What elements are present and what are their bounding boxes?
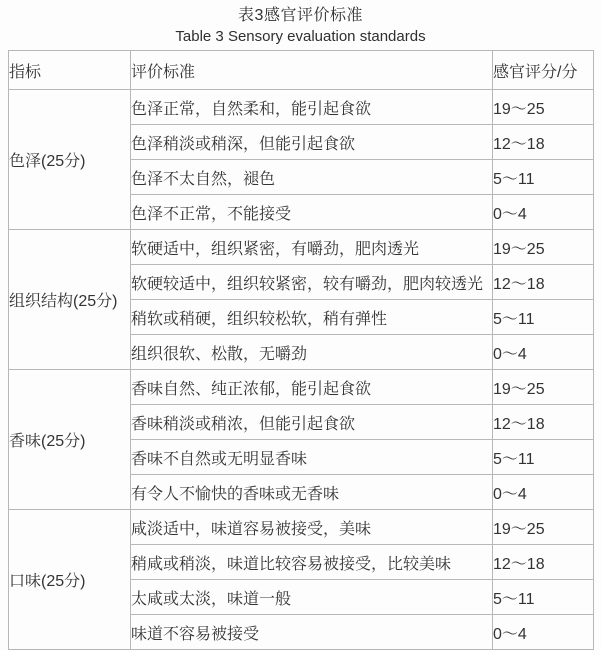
score-cell: 5～11 [493,440,594,475]
table-row [9,90,594,125]
table-body [9,90,594,650]
score-cell: 12～18 [493,265,594,300]
score-cell: 12～18 [493,125,594,160]
header-indicator: 指标 [9,51,131,90]
indicator-cell: 口味(25分) [9,510,131,650]
score-cell: 19～25 [493,510,594,545]
criteria-cell: 有令人不愉快的香味或无香味 [131,475,493,510]
score-cell: 19～25 [493,370,594,405]
score-cell: 0～4 [493,475,594,510]
table-row [9,510,594,545]
criteria-cell: 味道不容易被接受 [131,615,493,650]
score-cell: 19～25 [493,230,594,265]
score-cell: 5～11 [493,160,594,195]
score-cell: 0～4 [493,195,594,230]
score-cell: 0～4 [493,335,594,370]
criteria-cell: 稍软或稍硬，组织较松软，稍有弹性 [131,300,493,335]
criteria-cell: 软硬适中，组织紧密，有嚼劲，肥肉透光 [131,230,493,265]
score-cell: 12～18 [493,545,594,580]
header-criteria: 评价标准 [131,51,493,90]
score-cell: 5～11 [493,580,594,615]
table-caption-english: Table 3 Sensory evaluation standards [175,28,426,45]
sensory-evaluation-table [8,50,594,650]
indicator-cell: 香味(25分) [9,370,131,510]
criteria-cell: 香味稍淡或稍浓，但能引起食欲 [131,405,493,440]
criteria-cell: 稍咸或稍淡，味道比较容易被接受，比较美味 [131,545,493,580]
indicator-cell: 色泽(25分) [9,90,131,230]
score-cell: 5～11 [493,300,594,335]
criteria-cell: 色泽稍淡或稍深，但能引起食欲 [131,125,493,160]
criteria-cell: 色泽不正常，不能接受 [131,195,493,230]
score-cell: 12～18 [493,405,594,440]
criteria-cell: 色泽正常，自然柔和，能引起食欲 [131,90,493,125]
score-cell: 19～25 [493,90,594,125]
criteria-cell: 软硬较适中，组织较紧密，较有嚼劲，肥肉较透光 [131,265,493,300]
criteria-cell: 香味不自然或无明显香味 [131,440,493,475]
table-header-row [9,51,594,90]
header-score: 感官评分/分 [493,51,594,90]
table-caption-chinese: 表3感官评价标准 [238,7,363,24]
criteria-cell: 香味自然、纯正浓郁，能引起食欲 [131,370,493,405]
indicator-cell: 组织结构(25分) [9,230,131,370]
table-row [9,370,594,405]
table-row [9,230,594,265]
criteria-cell: 色泽不太自然，褪色 [131,160,493,195]
criteria-cell: 组织很软、松散，无嚼劲 [131,335,493,370]
score-cell: 0～4 [493,615,594,650]
criteria-cell: 咸淡适中，味道容易被接受，美味 [131,510,493,545]
criteria-cell: 太咸或太淡，味道一般 [131,580,493,615]
